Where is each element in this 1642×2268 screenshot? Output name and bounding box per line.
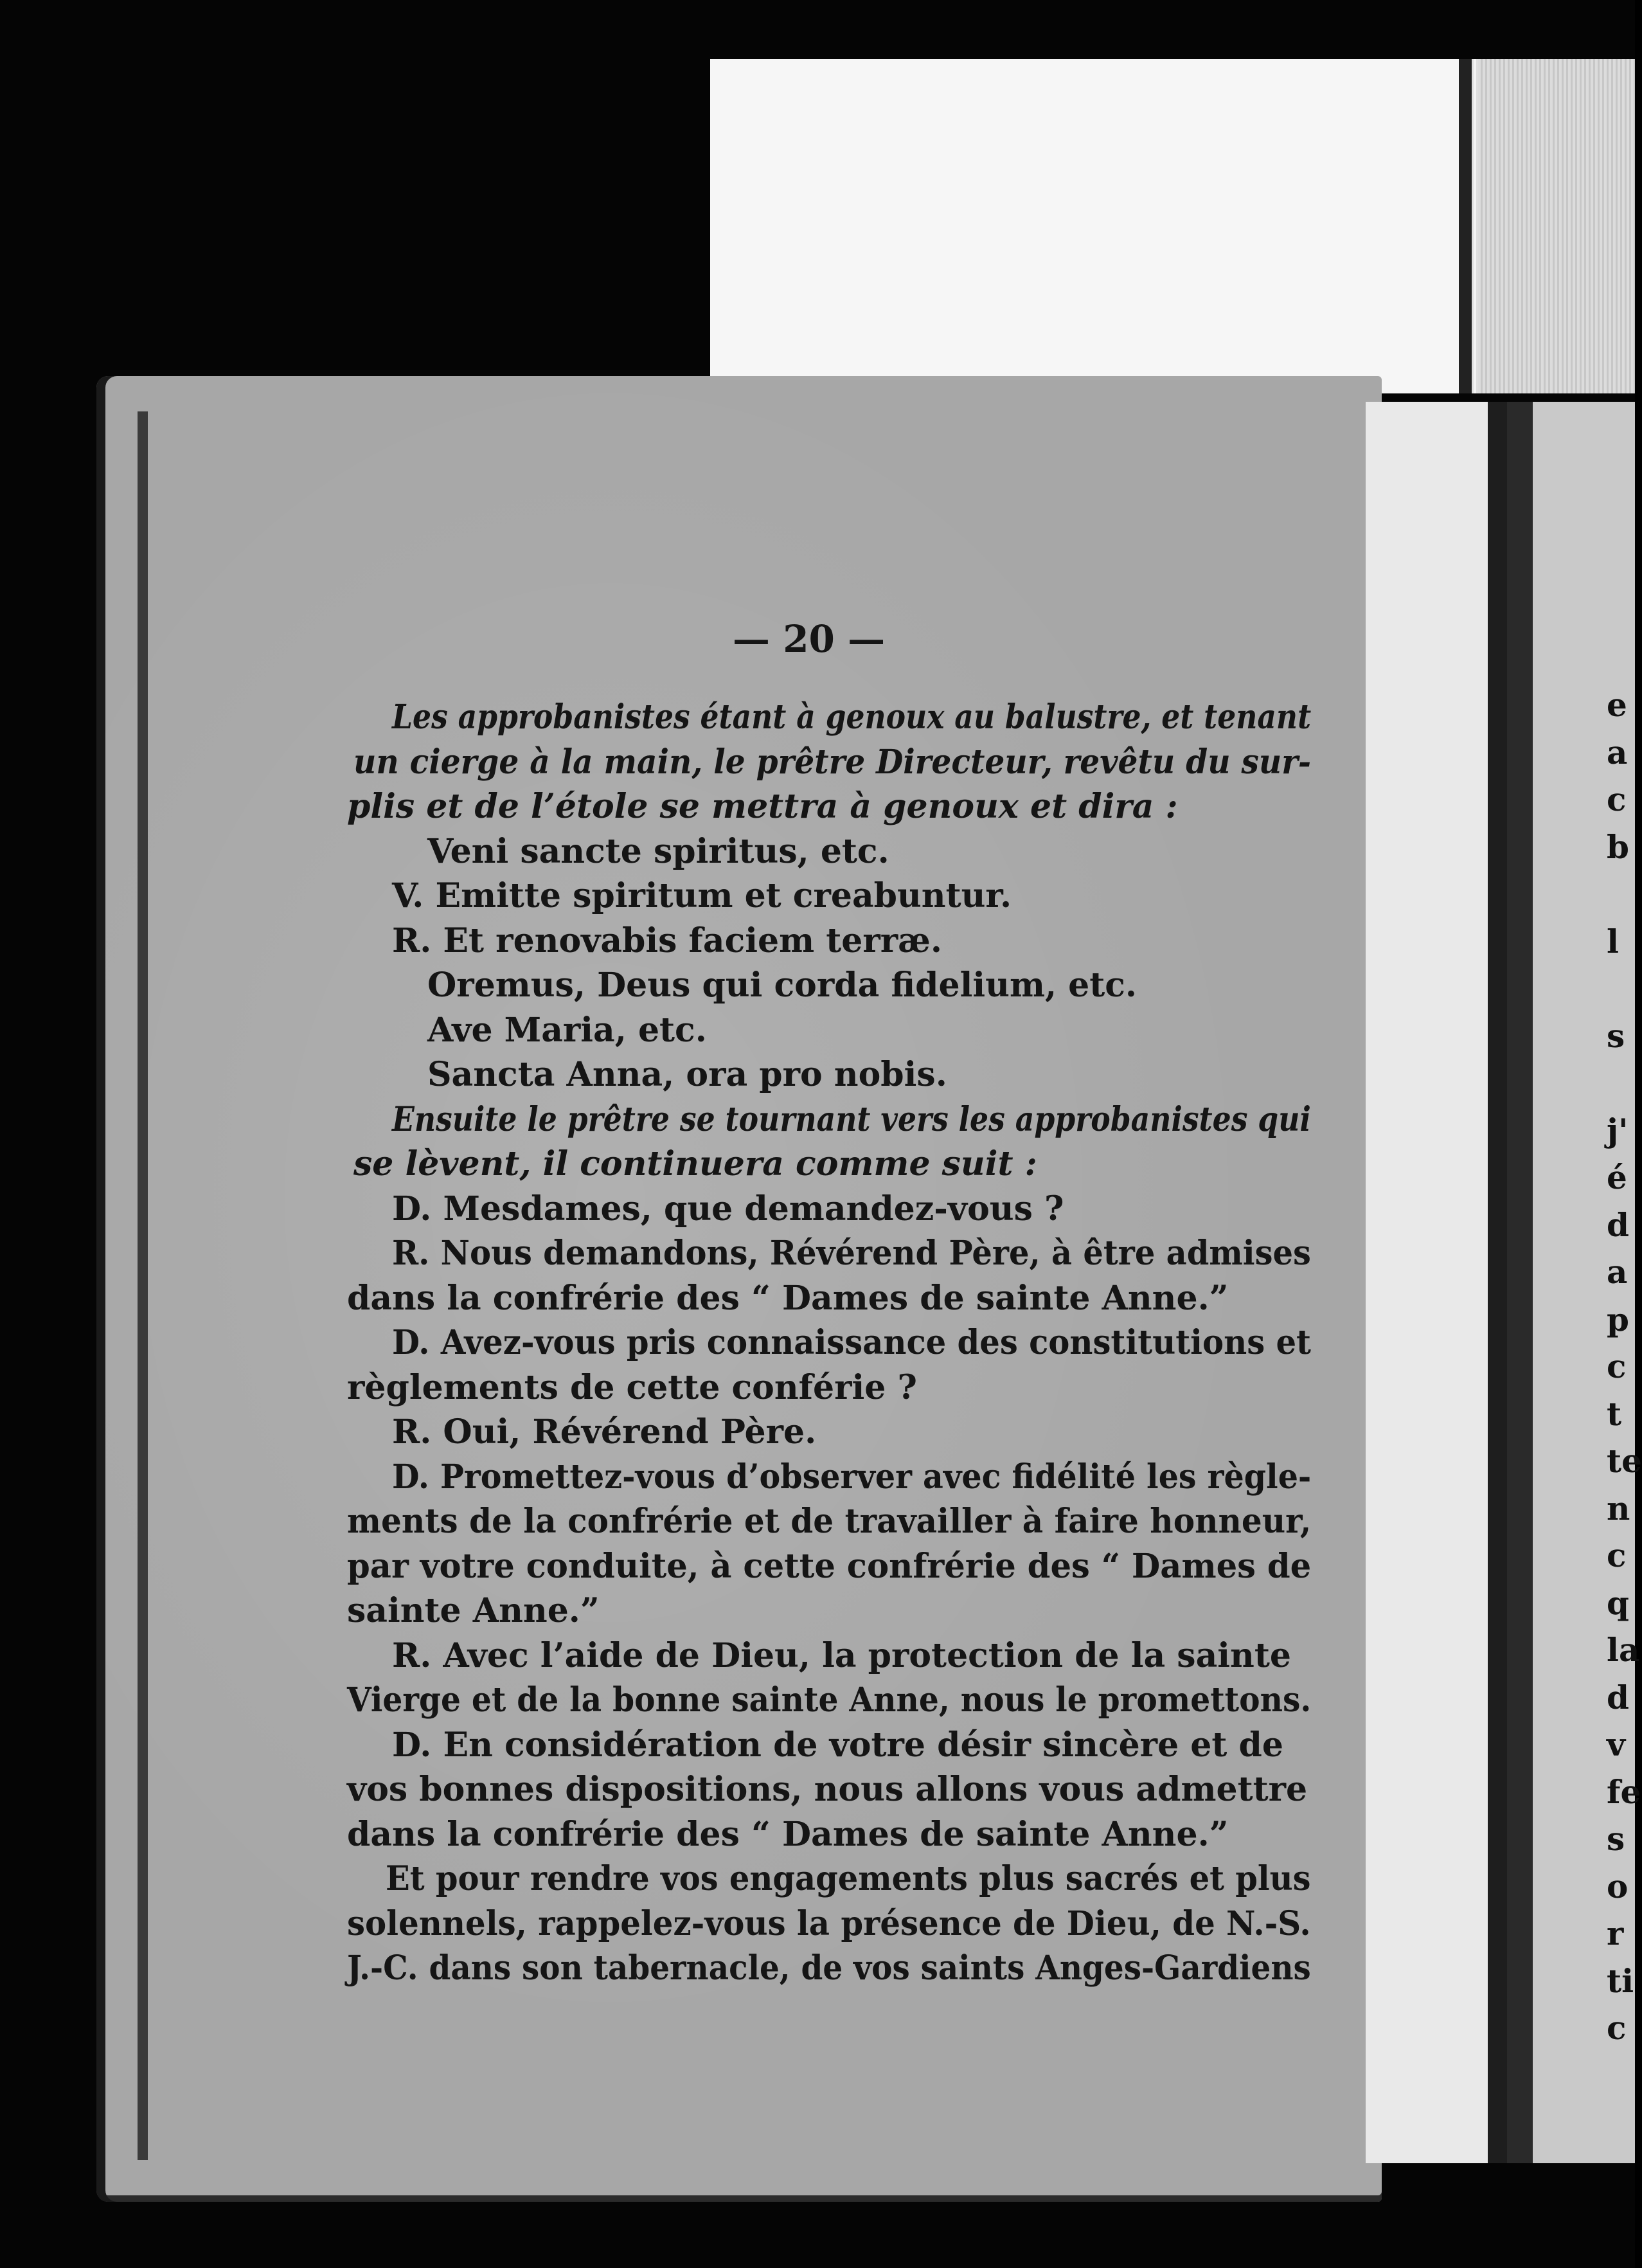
- facing-page-letter: p: [1607, 1300, 1629, 1338]
- text-line: Oremus, Deus qui corda fidelium, etc.: [427, 966, 1138, 1005]
- page-gutter-strip: [1366, 402, 1488, 2163]
- facing-page-letter: s: [1607, 1016, 1625, 1055]
- text-line: R. Avec l’aide de Dieu, la protection de la sainte: [392, 1635, 1291, 1675]
- text-line: solennels, rappelez-vous la présence de Dieu, de N.-S.: [347, 1904, 1311, 1943]
- text-line: V. Emitte spiritum et creabuntur.: [392, 876, 1012, 915]
- facing-page-letter: c: [1607, 780, 1627, 818]
- facing-page-letter: [1607, 870, 1635, 918]
- text-line: dans la confrérie des “ Dames de sainte Anne.”: [347, 1278, 1229, 1318]
- facing-page-letter: e: [1607, 686, 1627, 724]
- facing-page-letter: [1607, 965, 1635, 1013]
- facing-page-letter: c: [1607, 2009, 1627, 2047]
- facing-page-letter: a: [1607, 1253, 1628, 1291]
- facing-page-letter: s: [1607, 1820, 1625, 1858]
- text-line: un cierge à la main, le prêtre Directeur, revêtu du sur-: [353, 742, 1312, 782]
- text-line: Ensuite le prêtre se tournant vers les approbanistes qui: [392, 1099, 1311, 1139]
- facing-page-letter: [1607, 1059, 1635, 1107]
- text-line: Veni sancte spiritus, etc.: [427, 831, 889, 871]
- text-line: plis et de l’étole se mettra à genoux et dira :: [347, 787, 1178, 826]
- facing-page-letter: d: [1607, 1205, 1629, 1244]
- top-card-texture: [1472, 59, 1635, 393]
- text-line: Les approbanistes étant à genoux au balustre, et tenant: [392, 698, 1312, 737]
- text-line: R. Et renovabis faciem terræ.: [392, 921, 942, 960]
- facing-page-letter: l: [1607, 922, 1619, 960]
- text-line: Sancta Anna, ora pro nobis.: [427, 1055, 947, 1094]
- text-line: D. Mesdames, que demandez-vous ?: [392, 1189, 1064, 1228]
- facing-page-letter: t: [1607, 1394, 1622, 1433]
- text-line: R. Nous demandons, Révérend Père, à être admises: [392, 1234, 1311, 1273]
- text-line: D. Promettez-vous d’observer avec fidélité les règle-: [392, 1457, 1312, 1497]
- text-line: ments de la confrérie et de travailler à faire honneur,: [347, 1502, 1312, 1541]
- facing-page-letter: d: [1607, 1678, 1629, 1716]
- text-line: Ave Maria, etc.: [427, 1010, 707, 1050]
- text-line: D. En considération de votre désir sincère et de: [392, 1725, 1283, 1765]
- facing-page-letter: c: [1607, 1347, 1627, 1385]
- facing-page-letter: é: [1607, 1158, 1627, 1196]
- text-line: vos bonnes dispositions, nous allons vous admettre: [347, 1770, 1308, 1809]
- text-line: dans la confrérie des “ Dames de sainte Anne.”: [347, 1814, 1229, 1854]
- text-line: D. Avez-vous pris connaissance des constitutions et: [392, 1323, 1311, 1362]
- facing-page-letter: b: [1607, 827, 1629, 866]
- facing-page-letter: o: [1607, 1867, 1629, 1905]
- text-line: Et pour rendre vos engagements plus sacrés et plus: [386, 1859, 1311, 1898]
- facing-page-letter: fe: [1607, 1772, 1641, 1811]
- facing-page-letter: q: [1607, 1583, 1629, 1622]
- facing-page-letter: a: [1607, 733, 1628, 771]
- facing-page-letter: ti: [1607, 1961, 1634, 2000]
- text-line: par votre conduite, à cette confrérie des “ Dames de: [347, 1546, 1312, 1586]
- facing-page-text: [1607, 681, 1642, 2052]
- page-edge-shadow: [138, 411, 148, 2160]
- facing-page-letter: la: [1607, 1631, 1640, 1669]
- text-line: sainte Anne.”: [347, 1591, 600, 1630]
- text-line: se lèvent, il continuera comme suit :: [353, 1144, 1037, 1184]
- text-line: R. Oui, Révérend Père.: [392, 1412, 817, 1452]
- facing-page-letter: j': [1607, 1111, 1629, 1149]
- facing-page-letter: te: [1607, 1442, 1642, 1480]
- top-paper-card: [710, 59, 1478, 393]
- text-line: règlements de cette conférie ?: [347, 1367, 917, 1407]
- right-page-edge: [1507, 402, 1533, 2163]
- text-line: Vierge et de la bonne sainte Anne, nous le promettons.: [347, 1680, 1312, 1720]
- facing-page-letter: c: [1607, 1536, 1627, 1574]
- facing-page-letter: v: [1607, 1725, 1626, 1763]
- facing-page-letter: r: [1607, 1914, 1624, 1952]
- page-number: — 20 —: [733, 617, 886, 661]
- text-line: J.-C. dans son tabernacle, de vos saints Anges-Gardiens: [347, 1949, 1311, 1988]
- top-card-shadow: [1459, 59, 1472, 393]
- gutter-shadow: [1488, 402, 1507, 2163]
- facing-page-letter: n: [1607, 1489, 1630, 1527]
